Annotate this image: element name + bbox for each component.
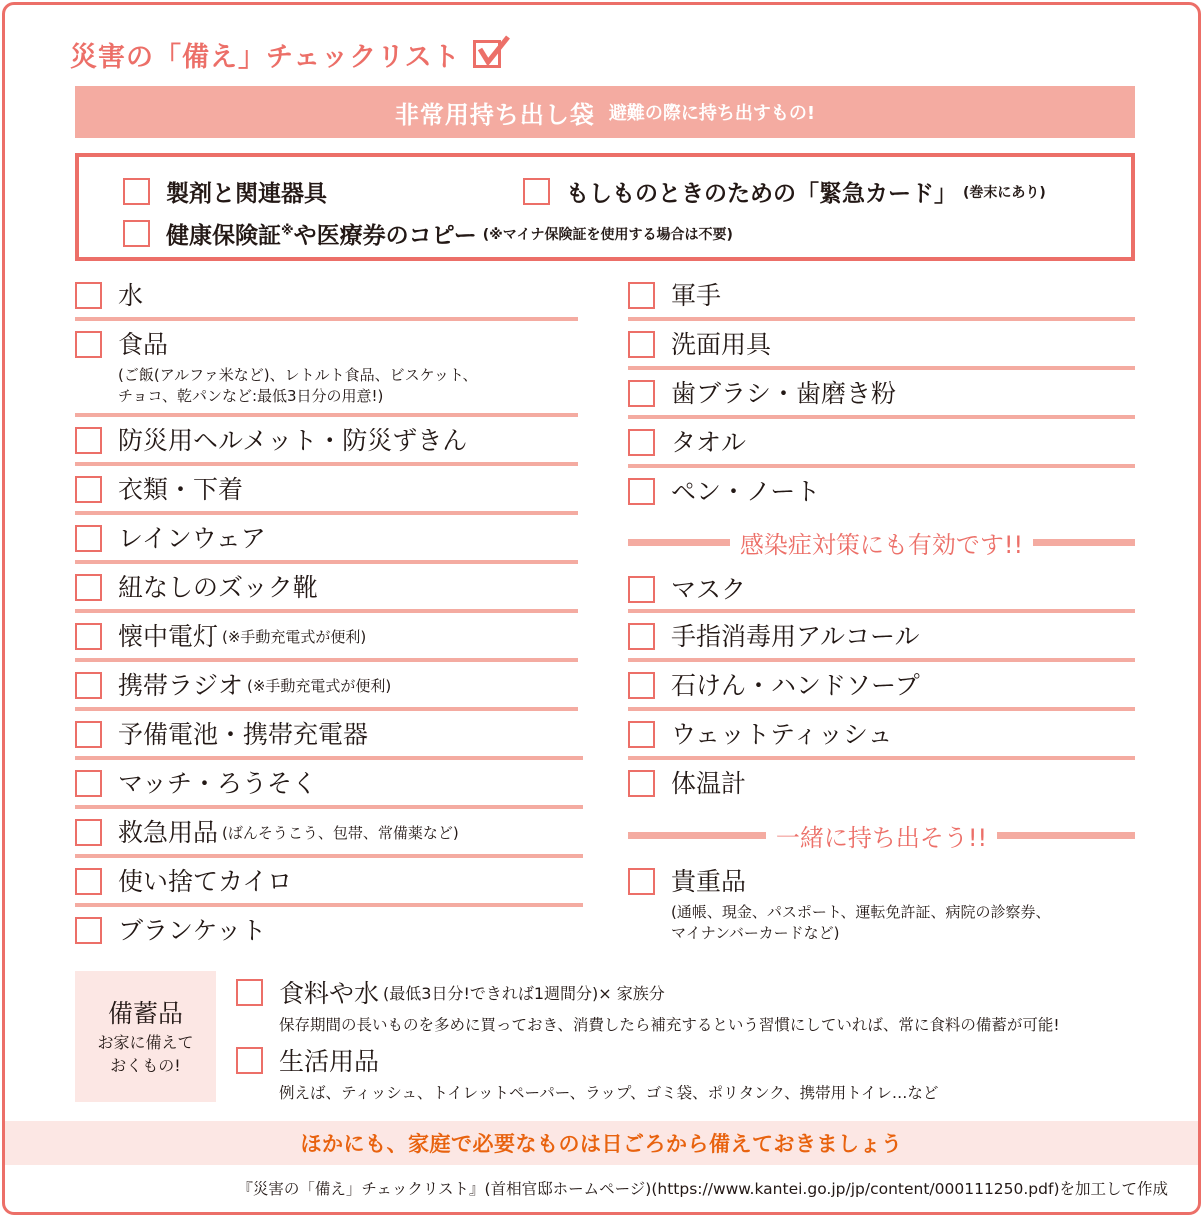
stockpile-item-daily-goods: 生活用品 例えば、ティッシュ、トイレットペーパー、ラップ、ゴミ袋、ポリタンク、携帯用トイレ…など [236, 1042, 938, 1103]
banner-subtitle: 避難の際に持ち出すもの! [608, 103, 816, 124]
emergency-bag-banner [75, 86, 1135, 138]
divider-rule [628, 317, 1135, 321]
checkbox[interactable] [123, 220, 150, 247]
list-item: 救急用品 (ばんそうこう、包帯、常備薬など) [75, 819, 459, 847]
divider-rule [75, 805, 583, 809]
checked-box-icon [473, 37, 507, 71]
divider-rule [75, 658, 578, 662]
divider-rule [75, 903, 583, 907]
banner-title: 非常用持ち出し袋 [394, 100, 595, 129]
checkbox[interactable] [75, 574, 102, 601]
list-item: 手指消毒用アルコール [628, 623, 920, 651]
list-item: ウェットティッシュ [628, 721, 893, 749]
divider-rule [628, 366, 1135, 370]
checkbox[interactable] [628, 282, 655, 309]
divider-rule [628, 609, 1135, 613]
checkbox[interactable] [75, 672, 102, 699]
checkbox[interactable] [523, 178, 550, 205]
checkbox[interactable] [628, 770, 655, 797]
list-item: 貴重品 (通帳、現金、パスポート、運転免許証、病院の診察券、 マイナンバーカードなど) [628, 868, 1051, 944]
source-citation: 『災害の「備え」チェックリスト』(首相官邸ホームページ)(https://www.kantei.go.jp/jp/content/000111250.pdf)を加工して作成 [237, 1180, 1168, 1198]
checkbox[interactable] [123, 178, 150, 205]
divider-rule [75, 609, 578, 613]
checkbox[interactable] [75, 868, 102, 895]
checkbox[interactable] [75, 721, 102, 748]
list-item: ペン・ノート [628, 478, 820, 506]
checkbox[interactable] [75, 331, 102, 358]
list-item: 紐なしのズック靴 [75, 574, 318, 602]
list-item: 食品 (ご飯(アルファ米など)、レトルト食品、ビスケット、 チョコ、乾パンなど:最低3日分の用意!) [75, 331, 478, 407]
divider-rule [628, 658, 1135, 662]
checkbox[interactable] [75, 282, 102, 309]
divider-rule [628, 707, 1135, 711]
infection-section-divider: 感染症対策にも有効です!! [628, 527, 1135, 557]
stockpile-label: 備蓄品 お家に備えて おくもの! [75, 971, 216, 1102]
list-item: 携帯ラジオ (※手動充電式が便利) [75, 672, 391, 700]
list-item: 予備電池・携帯充電器 [75, 721, 368, 749]
list-item: 体温計 [628, 770, 746, 798]
checkbox[interactable] [75, 819, 102, 846]
checkbox[interactable] [628, 331, 655, 358]
divider-rule [75, 707, 578, 711]
stockpile-item-food: 食料や水 (最低3日分!できれば1週間分)× 家族分 保存期間の長いものを多めに買っておき、消費したら補充するという習慣にしていれば、常に食料の備蓄が可能! [236, 974, 1060, 1035]
checkbox[interactable] [628, 672, 655, 699]
footer-message: ほかにも、家庭で必要なものは日ごろから備えておきましょう [5, 1121, 1198, 1165]
essential-item: もしものときのための「緊急カード」 (巻末にあり) [523, 175, 1046, 208]
page-title [70, 34, 507, 74]
list-item: 使い捨てカイロ [75, 868, 292, 896]
divider-rule [75, 560, 578, 564]
divider-rule [628, 415, 1135, 419]
list-item: マッチ・ろうそく [75, 770, 317, 798]
divider-rule [75, 413, 578, 417]
checkbox[interactable] [75, 427, 102, 454]
list-item: ブランケット [75, 917, 266, 945]
list-item: 軍手 [628, 282, 721, 310]
checkbox[interactable] [628, 576, 655, 603]
essential-item: 健康保険証※や医療券のコピー (※マイナ保険証を使用する場合は不要) [123, 217, 733, 250]
divider-rule [628, 756, 1135, 760]
checkbox[interactable] [75, 476, 102, 503]
list-item: 歯ブラシ・歯磨き粉 [628, 380, 896, 408]
list-item: 懐中電灯 (※手動充電式が便利) [75, 623, 366, 651]
list-item: 水 [75, 282, 143, 310]
list-item: 防災用ヘルメット・防災ずきん [75, 427, 467, 455]
checkbox[interactable] [628, 380, 655, 407]
divider-rule [75, 854, 583, 858]
checkbox[interactable] [75, 525, 102, 552]
checkbox[interactable] [628, 721, 655, 748]
checkbox[interactable] [628, 623, 655, 650]
essentials-box [75, 153, 1135, 261]
divider-rule [75, 462, 578, 466]
checkbox[interactable] [75, 623, 102, 650]
list-item: レインウェア [75, 525, 266, 553]
list-item: タオル [628, 429, 746, 457]
checkbox[interactable] [75, 770, 102, 797]
title-text: 災害の「備え」チェックリスト [70, 41, 461, 73]
checkbox[interactable] [75, 917, 102, 944]
divider-rule [75, 756, 583, 760]
divider-rule [628, 464, 1135, 468]
divider-rule [75, 317, 578, 321]
checkbox[interactable] [628, 868, 655, 895]
list-item: 衣類・下着 [75, 476, 243, 504]
list-item: マスク [628, 576, 746, 604]
checkbox[interactable] [628, 478, 655, 505]
together-section-divider: 一緒に持ち出そう!! [628, 820, 1135, 850]
essential-item: 製剤と関連器具 [123, 175, 327, 208]
checkbox[interactable] [236, 1047, 263, 1074]
checkbox[interactable] [628, 429, 655, 456]
checkbox[interactable] [236, 979, 263, 1006]
list-item: 洗面用具 [628, 331, 771, 359]
divider-rule [75, 511, 578, 515]
list-item: 石けん・ハンドソープ [628, 672, 920, 700]
